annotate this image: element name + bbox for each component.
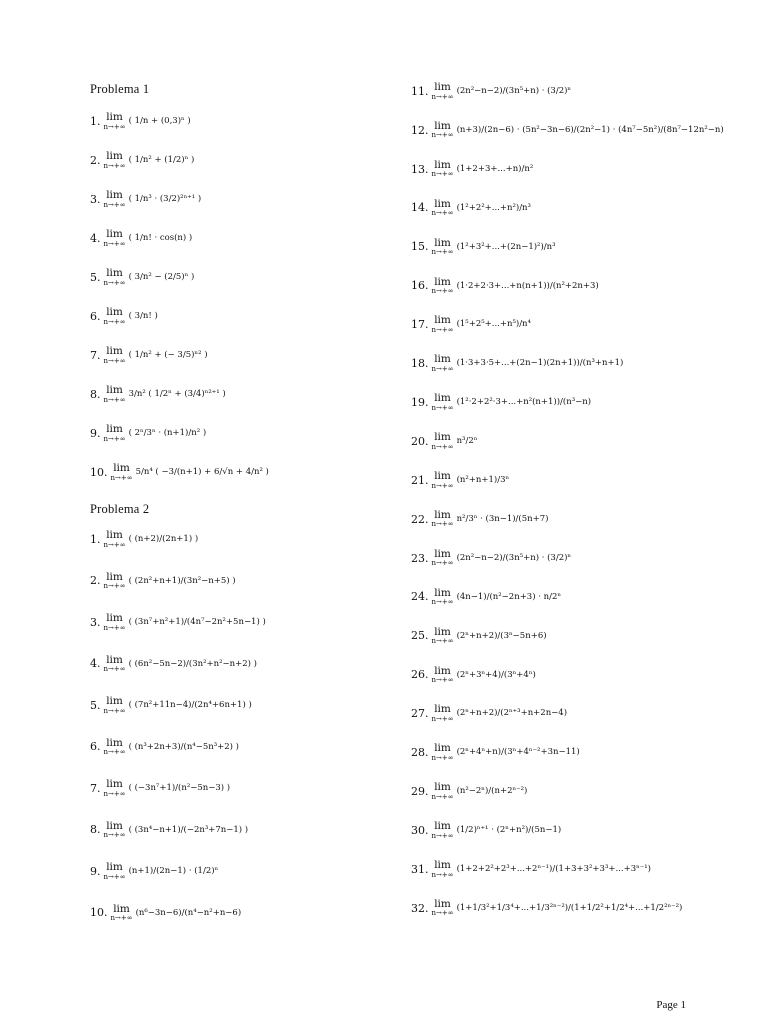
limit-expression: ( (n³+2n+3)/(n⁴−5n³+2) ) xyxy=(128,741,239,752)
limit-expression: ( 1/n! · cos(n) ) xyxy=(128,233,193,243)
limit-expression: ( 2ⁿ/3ⁿ · (n+1)/n² ) xyxy=(128,428,207,438)
limit-exercise xyxy=(411,782,527,801)
exercise-number: 9. xyxy=(90,426,101,440)
limit-exercise xyxy=(90,572,236,591)
exercise-number: 7. xyxy=(90,348,101,362)
limit-operator: lim n→+∞ xyxy=(103,384,126,404)
limit-expression: (1+1/3²+1/3⁴+...+1/3²ⁿ⁻²)/(1+1/2²+1/2⁴+...+1/2²ⁿ⁻²) xyxy=(456,902,683,913)
limit-expression: (2n²−n−2)/(3n⁵+n) · (3/2)ⁿ xyxy=(456,552,572,563)
limit-operator: lim n→+∞ xyxy=(103,736,126,756)
limit-operator: lim n→+∞ xyxy=(103,612,126,632)
limit-expression: (2ⁿ+n+2)/(3ⁿ−5n+6) xyxy=(456,630,547,641)
limit-operator: lim n→+∞ xyxy=(431,81,454,101)
limit-expression: ( 1/n³ · (3/2)²ⁿ⁺¹ ) xyxy=(128,194,202,204)
exercise-number: 28. xyxy=(411,746,429,760)
limit-expression: (1+2+2²+2³+...+2ⁿ⁻¹)/(1+3+3²+3³+...+3ⁿ⁻¹) xyxy=(456,864,651,874)
limit-expression: (1²+2²+...+n²)/n³ xyxy=(456,202,531,213)
limit-operator: lim n→+∞ xyxy=(431,547,454,568)
limit-exercise xyxy=(90,424,206,443)
exercise-number: 32. xyxy=(411,901,429,915)
limit-expression: ( (n+2)/(2n+1) ) xyxy=(128,534,199,544)
limit-operator: lim n→+∞ xyxy=(103,695,126,715)
limit-expression: n³/2ⁿ xyxy=(456,436,478,447)
exercise-number: 8. xyxy=(90,823,101,837)
exercise-number: 20. xyxy=(411,434,429,448)
exercise-number: 19. xyxy=(411,395,429,409)
limit-expression: (2ⁿ+4ⁿ+n)/(3ⁿ+4ⁿ⁻²+3n−11) xyxy=(456,747,580,758)
limit-operator: lim n→+∞ xyxy=(431,703,454,723)
limit-operator: lim n→+∞ xyxy=(103,228,126,248)
exercise-number: 2. xyxy=(90,153,101,167)
exercise-number: 21. xyxy=(411,473,429,487)
limit-exercise xyxy=(90,229,192,248)
limit-exercise xyxy=(90,530,198,549)
limit-operator: lim n→+∞ xyxy=(431,508,454,529)
limit-operator: lim n→+∞ xyxy=(110,902,133,922)
limit-operator: lim n→+∞ xyxy=(431,392,454,412)
limit-expression: n²/3ⁿ · (3n−1)/(5n+7) xyxy=(456,513,549,524)
limit-exercise xyxy=(411,899,682,918)
limit-exercise xyxy=(411,238,556,257)
limit-expression: ( (6n²−5n−2)/(3n²+n²−n+2) ) xyxy=(128,658,257,669)
limit-operator: lim n→+∞ xyxy=(431,431,454,451)
limit-expression: ( (7n²+11n−4)/(2n⁴+6n+1) ) xyxy=(128,700,252,710)
limit-operator: lim n→+∞ xyxy=(431,859,454,879)
exercise-number: 30. xyxy=(411,823,429,837)
limit-exercise xyxy=(411,627,547,646)
limit-operator: lim n→+∞ xyxy=(110,462,133,482)
limit-exercise xyxy=(411,704,567,723)
limit-operator: lim n→+∞ xyxy=(103,819,126,839)
limit-exercise xyxy=(90,862,218,881)
limit-operator: lim n→+∞ xyxy=(431,314,454,334)
exercise-number: 7. xyxy=(90,781,101,795)
exercise-number: 8. xyxy=(90,387,101,401)
exercise-number: 4. xyxy=(90,231,101,245)
exercise-number: 3. xyxy=(90,615,101,629)
exercise-number: 17. xyxy=(411,318,429,332)
limit-exercise xyxy=(90,655,257,674)
limit-operator: lim n→+∞ xyxy=(103,423,126,443)
exercise-number: 24. xyxy=(411,590,429,604)
limit-operator: lim n→+∞ xyxy=(431,897,454,918)
limit-exercise xyxy=(90,385,226,404)
limit-operator: lim n→+∞ xyxy=(431,781,454,801)
exercise-number: 26. xyxy=(411,668,429,682)
limit-exercise xyxy=(411,588,561,607)
limit-exercise xyxy=(90,696,252,715)
limit-operator: lim n→+∞ xyxy=(103,529,126,549)
limit-exercise xyxy=(411,471,509,490)
exercise-number: 15. xyxy=(411,240,429,254)
limit-operator: lim n→+∞ xyxy=(431,625,454,646)
limit-exercise xyxy=(90,346,208,365)
limit-exercise xyxy=(90,779,230,798)
limit-operator: lim n→+∞ xyxy=(431,742,454,762)
limit-exercise xyxy=(411,821,561,840)
exercise-number: 6. xyxy=(90,309,101,323)
limit-expression: (2ⁿ+n+2)/(2ⁿ⁺³+n+2n−4) xyxy=(456,708,568,719)
limit-expression: 3/n² ( 1/2ⁿ + (3/4)ⁿ²⁺¹ ) xyxy=(128,389,226,399)
limit-operator: lim n→+∞ xyxy=(431,275,454,295)
limit-operator: lim n→+∞ xyxy=(103,570,126,590)
exercise-number: 1. xyxy=(90,114,101,128)
limit-expression: ( 3/n² − (2/5)ⁿ ) xyxy=(128,272,195,282)
limit-exercise xyxy=(411,354,623,373)
limit-expression: (n⁶−3n−6)/(n⁴−n²+n−6) xyxy=(135,907,242,918)
limit-operator: lim n→+∞ xyxy=(431,820,454,840)
limit-expression: ( 1/n² + (− 3/5)ⁿ² ) xyxy=(128,350,208,360)
limit-expression: ( 3/n! ) xyxy=(128,311,158,321)
limit-expression: (n²+n+1)/3ⁿ xyxy=(456,475,510,485)
limit-expression: (n²−2ⁿ)/(n+2ⁿ⁻²) xyxy=(456,786,528,797)
limit-expression: (1²+3²+...+(2n−1)²)/n³ xyxy=(456,241,556,252)
limit-expression: ( 1/n + (0,3)ⁿ ) xyxy=(128,116,191,126)
limit-operator: lim n→+∞ xyxy=(431,470,454,490)
limit-expression: (1·3+3·5+...+(2n−1)(2n+1))/(n³+n+1) xyxy=(456,358,624,369)
limit-expression: ( (−3n⁷+1)/(n²−5n−3) ) xyxy=(128,783,231,793)
limit-exercise xyxy=(90,821,248,840)
exercise-number: 10. xyxy=(90,906,108,920)
exercise-number: 2. xyxy=(90,574,101,588)
limit-exercise xyxy=(411,393,591,412)
limit-exercise xyxy=(90,463,269,482)
limit-expression: 5/n⁴ ( −3/(n+1) + 6/√n + 4/n² ) xyxy=(135,467,269,477)
limit-expression: (1+2+3+...+n)/n² xyxy=(456,163,534,174)
exercise-number: 29. xyxy=(411,784,429,798)
limit-exercise xyxy=(411,315,531,334)
limit-expression: (n+3)/(2n−6) · (5n²−3n−6)/(2n²−1) · (4n⁷−5n²)/(8n⁷−12n²−n) xyxy=(456,124,724,135)
limit-expression: ( (2n²+n+1)/(3n²−n+5) ) xyxy=(128,575,236,586)
limit-exercise xyxy=(411,277,599,296)
exercise-number: 25. xyxy=(411,629,429,643)
limit-operator: lim n→+∞ xyxy=(431,664,454,684)
limit-expression: (1·2+2·3+...+n(n+1))/(n²+2n+3) xyxy=(456,280,599,291)
exercise-number: 1. xyxy=(90,532,101,546)
page-number: Page 1 xyxy=(656,999,686,1011)
limit-expression: (2n²−n−2)/(3n⁵+n) · (3/2)ⁿ xyxy=(456,86,572,96)
limit-expression: ( 1/n² + (1/2)ⁿ ) xyxy=(128,155,195,165)
limit-operator: lim n→+∞ xyxy=(103,306,126,326)
exercise-number: 9. xyxy=(90,864,101,878)
exercise-number: 10. xyxy=(90,465,108,479)
limit-exercise xyxy=(90,112,191,131)
limit-expression: (1⁵+2⁵+...+n⁵)/n⁴ xyxy=(456,319,531,330)
limit-operator: lim n→+∞ xyxy=(103,111,126,131)
exercise-number: 14. xyxy=(411,201,429,215)
limit-expression: ( (3n⁴−n+1)/(−2n³+7n−1) ) xyxy=(128,824,249,835)
limit-operator: lim n→+∞ xyxy=(103,861,126,881)
limit-exercise xyxy=(90,307,158,326)
limit-operator: lim n→+∞ xyxy=(103,653,126,673)
exercise-number: 31. xyxy=(411,862,429,876)
limit-expression: ( (3n⁷+n²+1)/(4n⁷−2n²+5n−1) ) xyxy=(128,617,266,627)
exercise-number: 12. xyxy=(411,123,429,137)
limit-expression: (2ⁿ+3ⁿ+4)/(3ⁿ+4ⁿ) xyxy=(456,669,536,680)
limit-operator: lim n→+∞ xyxy=(431,236,454,257)
exercise-number: 11. xyxy=(411,84,429,98)
limit-operator: lim n→+∞ xyxy=(431,197,454,218)
exercise-number: 5. xyxy=(90,698,101,712)
limit-exercise xyxy=(411,432,477,451)
limit-exercise xyxy=(90,190,201,209)
problema-2-heading: Problema 2 xyxy=(90,502,150,516)
limit-operator: lim n→+∞ xyxy=(103,267,126,287)
problema-1-heading: Problema 1 xyxy=(90,82,150,96)
limit-exercise xyxy=(90,151,194,170)
limit-exercise xyxy=(90,613,266,632)
limit-operator: lim n→+∞ xyxy=(431,353,454,373)
limit-exercise xyxy=(90,904,241,923)
exercise-number: 16. xyxy=(411,279,429,293)
limit-exercise xyxy=(411,82,571,101)
limit-exercise xyxy=(411,121,724,140)
exercise-number: 18. xyxy=(411,357,429,371)
limit-operator: lim n→+∞ xyxy=(431,158,454,179)
limit-exercise xyxy=(411,510,548,529)
limit-operator: lim n→+∞ xyxy=(431,586,454,607)
limit-exercise xyxy=(411,860,651,879)
exercise-number: 6. xyxy=(90,740,101,754)
exercise-number: 4. xyxy=(90,657,101,671)
exercise-number: 27. xyxy=(411,707,429,721)
exercise-number: 3. xyxy=(90,192,101,206)
limit-exercise xyxy=(411,160,533,179)
limit-expression: (1/2)ⁿ⁺¹ · (2ⁿ+n²)/(5n−1) xyxy=(456,825,562,836)
limit-exercise xyxy=(411,199,531,218)
limit-exercise xyxy=(411,743,580,762)
limit-exercise xyxy=(90,738,239,757)
limit-expression: (1²·2+2²·3+...+n²(n+1))/(n³−n) xyxy=(456,397,592,408)
limit-operator: lim n→+∞ xyxy=(103,345,126,365)
limit-operator: lim n→+∞ xyxy=(103,189,126,209)
limit-expression: (4n−1)/(n²−2n+3) · n/2ⁿ xyxy=(456,591,562,602)
limit-operator: lim n→+∞ xyxy=(431,119,454,140)
exercise-number: 22. xyxy=(411,512,429,526)
limit-exercise xyxy=(411,549,571,568)
limit-exercise xyxy=(411,666,536,685)
limit-expression: (n+1)/(2n−1) · (1/2)ⁿ xyxy=(128,866,219,876)
exercise-number: 13. xyxy=(411,162,429,176)
exercise-number: 5. xyxy=(90,270,101,284)
exercise-number: 23. xyxy=(411,551,429,565)
limit-operator: lim n→+∞ xyxy=(103,778,126,798)
limit-exercise xyxy=(90,268,194,287)
limit-operator: lim n→+∞ xyxy=(103,150,126,170)
